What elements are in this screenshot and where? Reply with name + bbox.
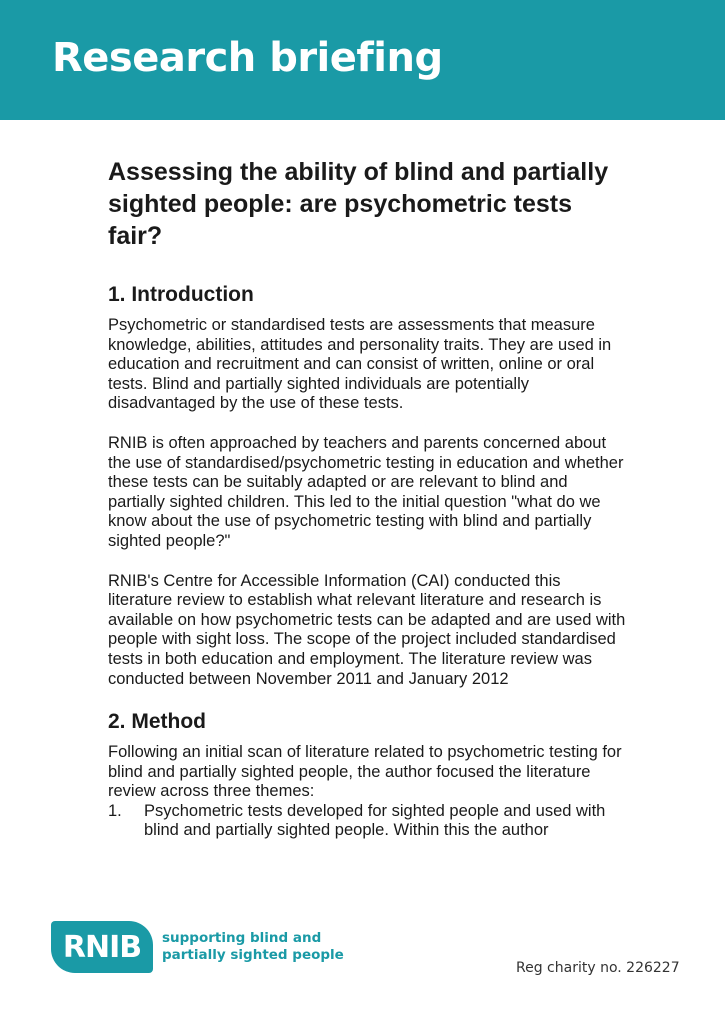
document-title: Assessing the ability of blind and partially sighted people: are psychometric tests fair? [108, 158, 609, 250]
section-heading-method: 2. Method [108, 710, 206, 734]
banner-title: Research briefing [52, 35, 443, 81]
tagline-line-1: supporting blind and [162, 930, 322, 946]
rnib-logo [51, 921, 153, 973]
theme-list [108, 802, 628, 841]
paragraph: Following an initial scan of literature related to psychometric testing for blind and partially sighted people, the author focused the literature review across three themes: [108, 743, 622, 801]
section-heading-introduction: 1. Introduction [108, 283, 254, 306]
reg-charity-number: Reg charity no. 226227 [516, 960, 680, 976]
paragraph: RNIB's Centre for Accessible Information (CAI) conducted this literature review to establish what relevant literature and research is available on how psychometric tests can be adapted and are used with people with sight loss. The scope of the project included standardised tests in both education and employment. The literature review was conducted between November 2011 and January 2012 [108, 571, 626, 688]
paragraph: Psychometric or standardised tests are assessments that measure knowledge, abilities, attitudes and personality traits. They are used in education and recruitment and can consist of written, online or oral tests. Blind and partially sighted individuals are potentially disadvantaged by the use of these tests. [108, 316, 612, 413]
list-number: 1. [108, 801, 122, 820]
tagline-line-2: partially sighted people [162, 947, 344, 963]
rnib-logo-text: RNIB [62, 929, 142, 965]
header-banner [0, 0, 725, 120]
list-text: Psychometric tests developed for sighted people and used with blind and partially sighted people. Within this the author [144, 801, 606, 840]
tagline [162, 930, 344, 964]
list-item [108, 802, 628, 841]
paragraph: RNIB is often approached by teachers and parents concerned about the use of standardised/psychometric testing in education and whether these tests can be suitably adapted or are relevant to blind and partially sighted children. This led to the initial question "what do we know about the use of psychometric testing with blind and partially sighted people?" [108, 433, 624, 550]
document-body [108, 156, 628, 841]
